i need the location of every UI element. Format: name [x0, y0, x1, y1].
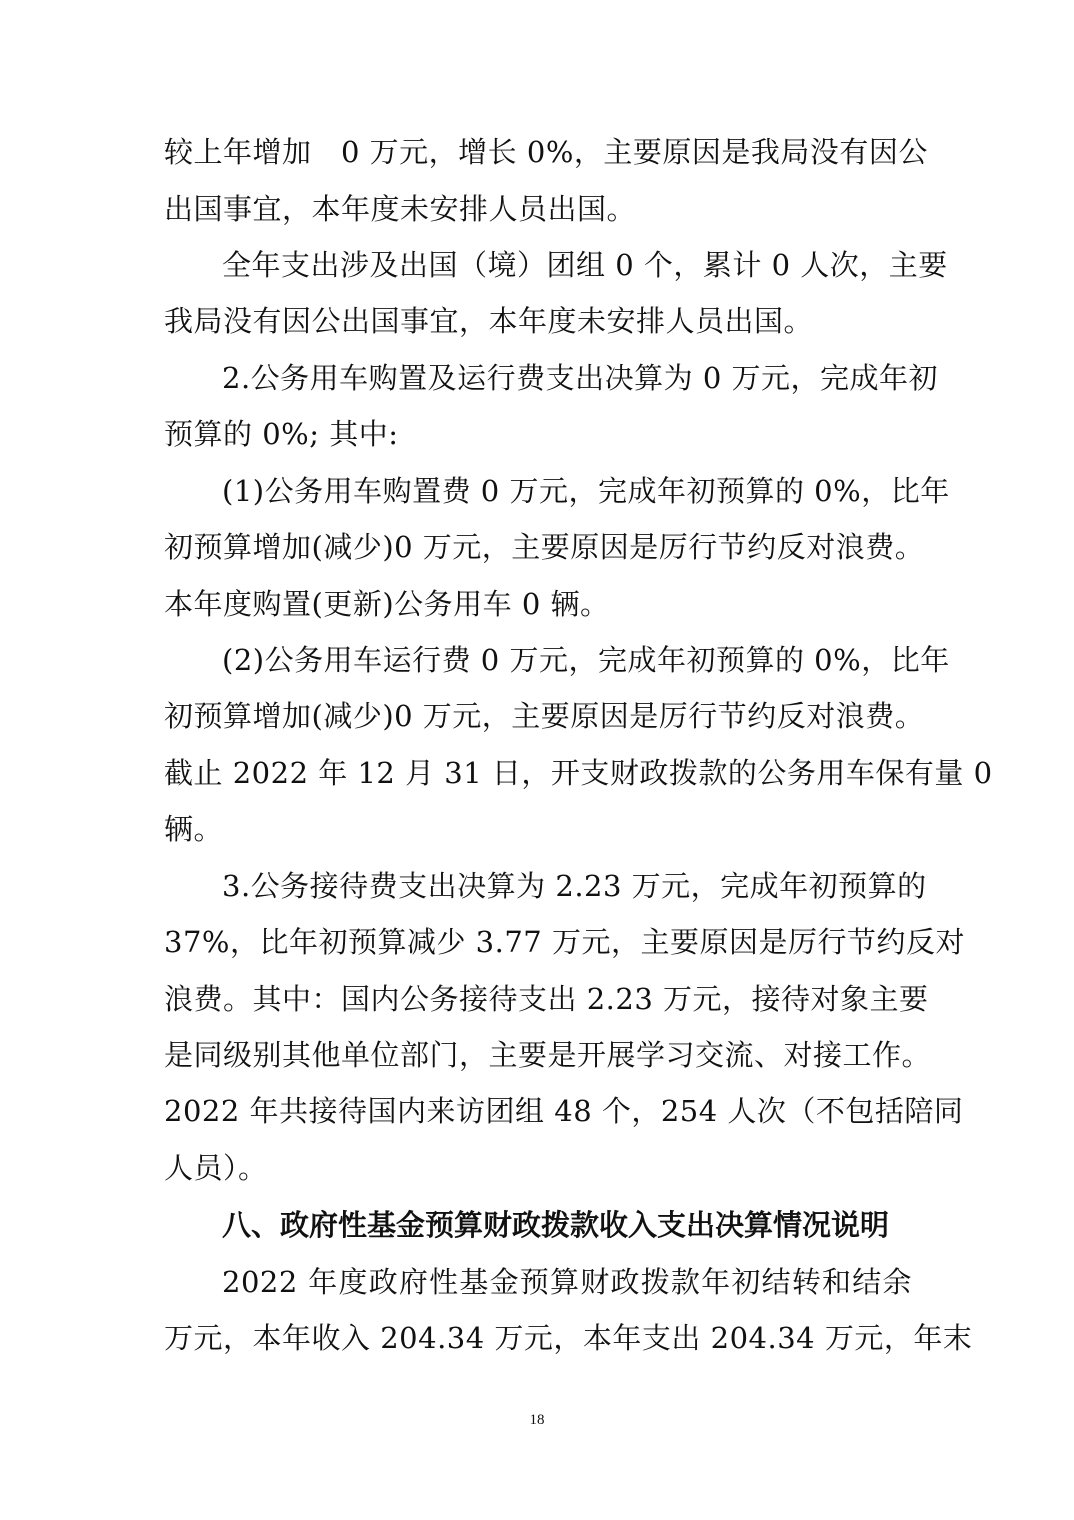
paragraph-line: 2022 年度政府性基金预算财政拨款年初结转和结余	[222, 1265, 912, 1299]
paragraph-line: 人员）。	[164, 1151, 268, 1185]
paragraph-line: (1)公务用车购置费 0 万元，完成年初预算的 0%，比年	[222, 474, 950, 508]
paragraph-line: 出国事宜，本年度未安排人员出国。	[164, 192, 637, 226]
paragraph-line: (2)公务用车运行费 0 万元，完成年初预算的 0%，比年	[222, 643, 950, 677]
paragraph-line: 浪费。其中：国内公务接待支出 2.23 万元，接待对象主要	[164, 982, 929, 1016]
paragraph-line: 万元，本年收入 204.34 万元，本年支出 204.34 万元，年末	[164, 1321, 973, 1355]
section-heading: 八、政府性基金预算财政拨款收入支出决算情况说明	[222, 1208, 890, 1242]
paragraph-line: 全年支出涉及出国（境）团组 0 个，累计 0 人次，主要	[222, 248, 948, 282]
paragraph-line: 较上年增加 0 万元，增长 0%，主要原因是我局没有因公	[164, 135, 928, 169]
paragraph-line: 辆。	[164, 812, 224, 846]
paragraph-line: 我局没有因公出国事宜，本年度未安排人员出国。	[164, 304, 814, 338]
paragraph-line: 3.公务接待费支出决算为 2.23 万元，完成年初预算的	[222, 869, 927, 903]
paragraph-line: 预算的 0%; 其中:	[164, 417, 399, 451]
paragraph-line: 是同级别其他单位部门，主要是开展学习交流、对接工作。	[164, 1038, 932, 1072]
paragraph-line: 初预算增加(减少)0 万元，主要原因是厉行节约反对浪费。	[164, 699, 925, 733]
paragraph-line: 本年度购置(更新)公务用车 0 辆。	[164, 587, 610, 621]
paragraph-line: 2.公务用车购置及运行费支出决算为 0 万元，完成年初	[222, 361, 939, 395]
paragraph-line: 初预算增加(减少)0 万元，主要原因是厉行节约反对浪费。	[164, 530, 925, 564]
paragraph-line: 2022 年共接待国内来访团组 48 个，254 人次（不包括陪同	[164, 1094, 964, 1128]
paragraph-line: 37%，比年初预算减少 3.77 万元，主要原因是厉行节约反对	[164, 925, 965, 959]
page-number: 18	[529, 1412, 545, 1428]
paragraph-line: 截止 2022 年 12 月 31 日，开支财政拨款的公务用车保有量 0	[164, 756, 993, 790]
